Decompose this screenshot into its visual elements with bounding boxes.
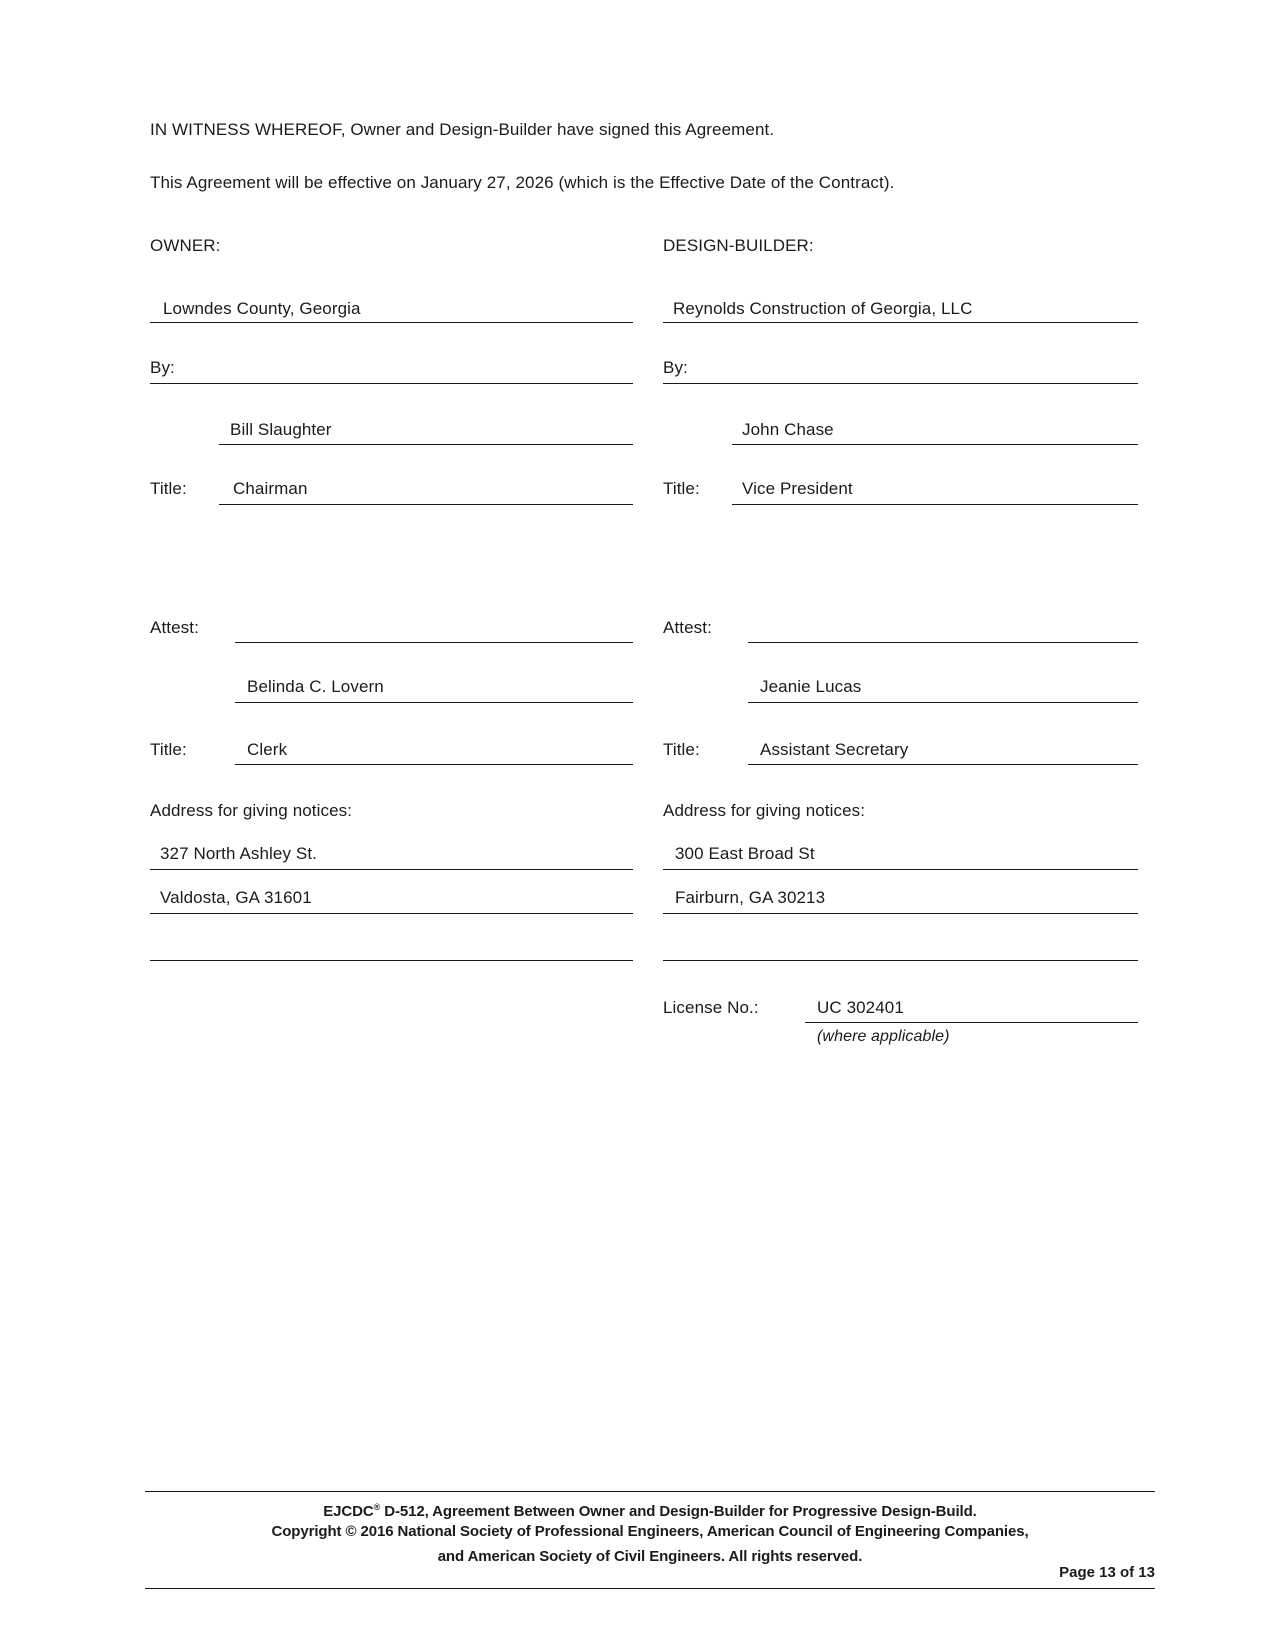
- design-builder-blank-line: [663, 960, 1138, 961]
- design-builder-company-line: [663, 322, 1138, 323]
- license-number-label: License No.:: [663, 998, 759, 1017]
- design-builder-title-label: Title:: [663, 479, 700, 498]
- design-builder-address-line2-rule: [663, 913, 1138, 914]
- owner-title-value: Chairman: [233, 479, 308, 498]
- design-builder-by-label: By:: [663, 358, 688, 377]
- effective-date-statement: This Agreement will be effective on January 27, 2026 (which is the Effective Date of the Contract).: [150, 173, 895, 192]
- design-builder-heading: DESIGN-BUILDER:: [663, 236, 814, 255]
- registered-trademark-symbol: ®: [373, 1502, 381, 1512]
- design-builder-address-label: Address for giving notices:: [663, 801, 866, 820]
- owner-signer-line: [219, 444, 633, 445]
- owner-company-line: [150, 322, 633, 323]
- design-builder-title-value: Vice President: [742, 479, 853, 498]
- license-number-value: UC 302401: [817, 998, 904, 1017]
- owner-attest-title-line: [235, 764, 633, 765]
- owner-address-line1-rule: [150, 869, 633, 870]
- footer-bottom-rule: [145, 1588, 1155, 1589]
- footer-top-rule: [145, 1491, 1155, 1492]
- design-builder-attest-title-value: Assistant Secretary: [760, 740, 909, 759]
- owner-by-label: By:: [150, 358, 175, 377]
- owner-attest-title-value: Clerk: [247, 740, 288, 759]
- owner-attest-line: [235, 642, 633, 643]
- license-number-line: [805, 1022, 1138, 1023]
- design-builder-attest-label: Attest:: [663, 618, 712, 637]
- footer-document-title-rest: D-512, Agreement Between Owner and Design-Builder for Progressive Design-Build.: [380, 1503, 977, 1520]
- owner-attest-label: Attest:: [150, 618, 199, 637]
- design-builder-attest-name-line: [748, 702, 1138, 703]
- owner-signer-name: Bill Slaughter: [230, 420, 332, 439]
- design-builder-address-line1: 300 East Broad St: [675, 844, 815, 863]
- footer-copyright-line: Copyright © 2016 National Society of Professional Engineers, American Council of Engineering Companies,: [271, 1523, 1029, 1540]
- design-builder-address-line2: Fairburn, GA 30213: [675, 888, 826, 907]
- owner-address-line1: 327 North Ashley St.: [160, 844, 317, 863]
- owner-address-label: Address for giving notices:: [150, 801, 353, 820]
- footer-document-title: [145, 1498, 1155, 1521]
- owner-heading: OWNER:: [150, 236, 221, 255]
- design-builder-signer-name: John Chase: [742, 420, 834, 439]
- design-builder-signer-line: [732, 444, 1138, 445]
- footer-rights-line: and American Society of Civil Engineers. All rights reserved.: [437, 1548, 863, 1565]
- design-builder-company-name: Reynolds Construction of Georgia, LLC: [673, 299, 973, 318]
- owner-address-line2-rule: [150, 913, 633, 914]
- license-applicable-note: (where applicable): [817, 1028, 950, 1045]
- design-builder-attest-line: [748, 642, 1138, 643]
- owner-title-label: Title:: [150, 479, 187, 498]
- design-builder-address-line1-rule: [663, 869, 1138, 870]
- design-builder-attest-title-label: Title:: [663, 740, 700, 759]
- design-builder-attest-title-line: [748, 764, 1138, 765]
- owner-title-line: [219, 504, 633, 505]
- footer-ejcdc-name: EJCDC: [323, 1503, 374, 1520]
- witness-statement: IN WITNESS WHEREOF, Owner and Design-Builder have signed this Agreement.: [150, 120, 775, 139]
- owner-blank-line: [150, 960, 633, 961]
- owner-by-line: [150, 383, 633, 384]
- owner-address-line2: Valdosta, GA 31601: [160, 888, 312, 907]
- owner-attest-name: Belinda C. Lovern: [247, 677, 384, 696]
- owner-attest-title-label: Title:: [150, 740, 187, 759]
- owner-attest-name-line: [235, 702, 633, 703]
- design-builder-title-line: [732, 504, 1138, 505]
- design-builder-attest-name: Jeanie Lucas: [760, 677, 862, 696]
- owner-company-name: Lowndes County, Georgia: [163, 299, 361, 318]
- design-builder-by-line: [663, 383, 1138, 384]
- footer-page-number: Page 13 of 13: [1059, 1564, 1155, 1581]
